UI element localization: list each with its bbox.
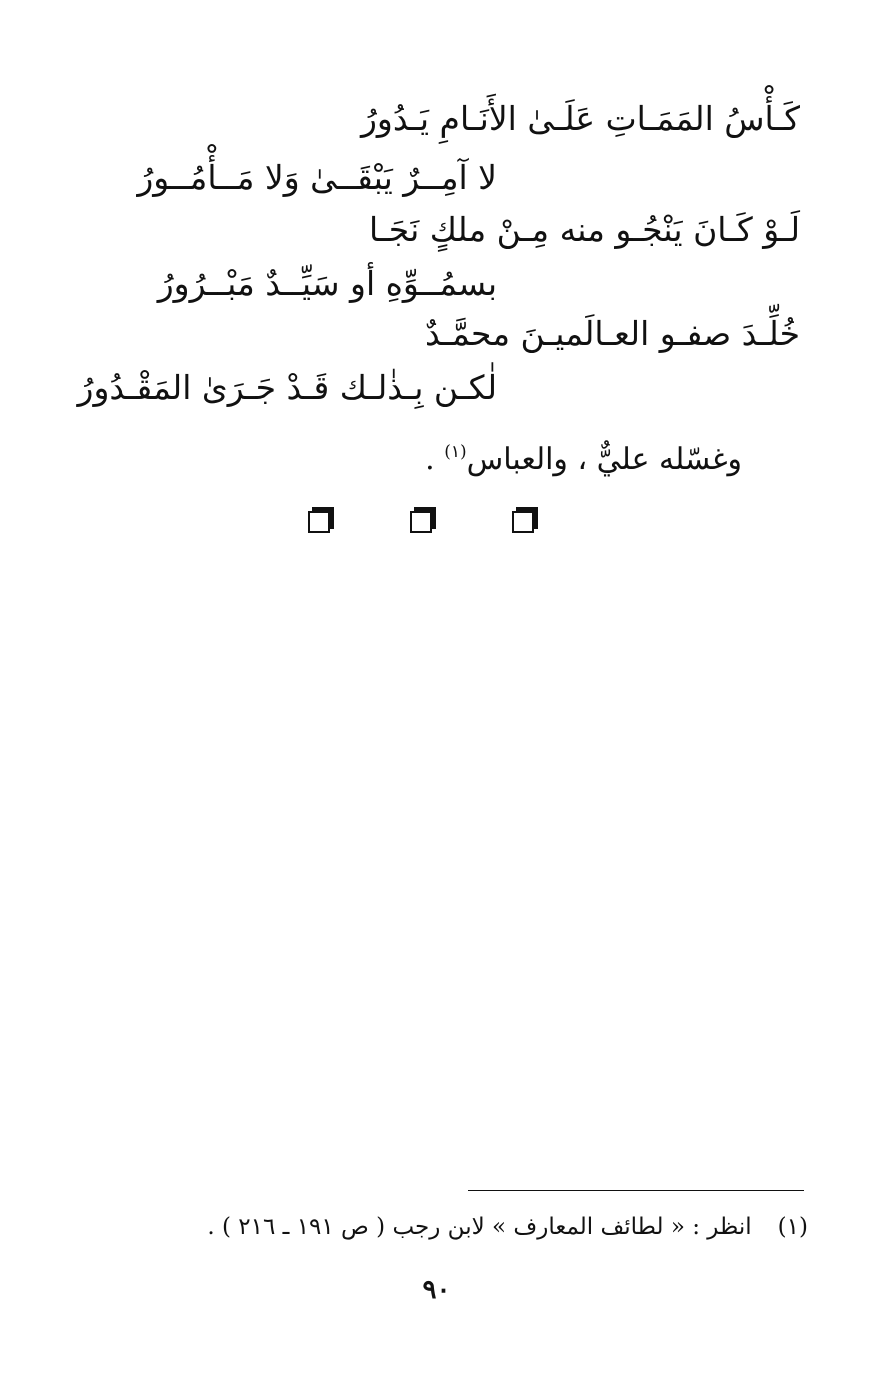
page-number: ٩٠ (422, 1275, 451, 1305)
verse-line-2: لا آمِــرٌ يَبْقَــىٰ وَلا مَــأْمُــورُ (137, 158, 497, 197)
prose-text: وغسّله عليٌّ ، والعباس (466, 442, 742, 477)
footnote-reference: (١) (444, 442, 467, 462)
square-ornament-icon (410, 511, 432, 533)
prose-line (400, 432, 742, 480)
square-ornament-icon (512, 511, 534, 533)
verse-line-3: لَـوْ كَـانَ يَنْجُـو منه مِـنْ ملكٍ نَجَـا (369, 210, 800, 249)
verse-line-5: خُلِّـدَ صفـو العـالَميـنَ محمَّـدٌ (424, 314, 800, 353)
verse-line-6: لٰكـن بِـذٰلـك قَـدْ جَـرَىٰ المَقْـدُورُ (77, 368, 497, 407)
verse-line-1: كَـأْسُ المَمَـاتِ عَلَـىٰ الأَنَـامِ يَـدُورُ (360, 99, 800, 138)
section-divider (300, 511, 540, 541)
footnote-separator (468, 1190, 804, 1191)
square-ornament-icon (308, 511, 330, 533)
prose-end: . (425, 442, 445, 477)
verse-line-4: بسمُــوِّهِ أو سَيِّــدٌ مَبْــرُورُ (157, 264, 497, 303)
footnote-text: انظر : « لطائف المعارف » لابن رجب ( ص ١٩١ ـ ٢١٦ ) . (207, 1214, 752, 1240)
footnote-number: (١) (777, 1214, 808, 1240)
footnote (207, 1209, 808, 1245)
